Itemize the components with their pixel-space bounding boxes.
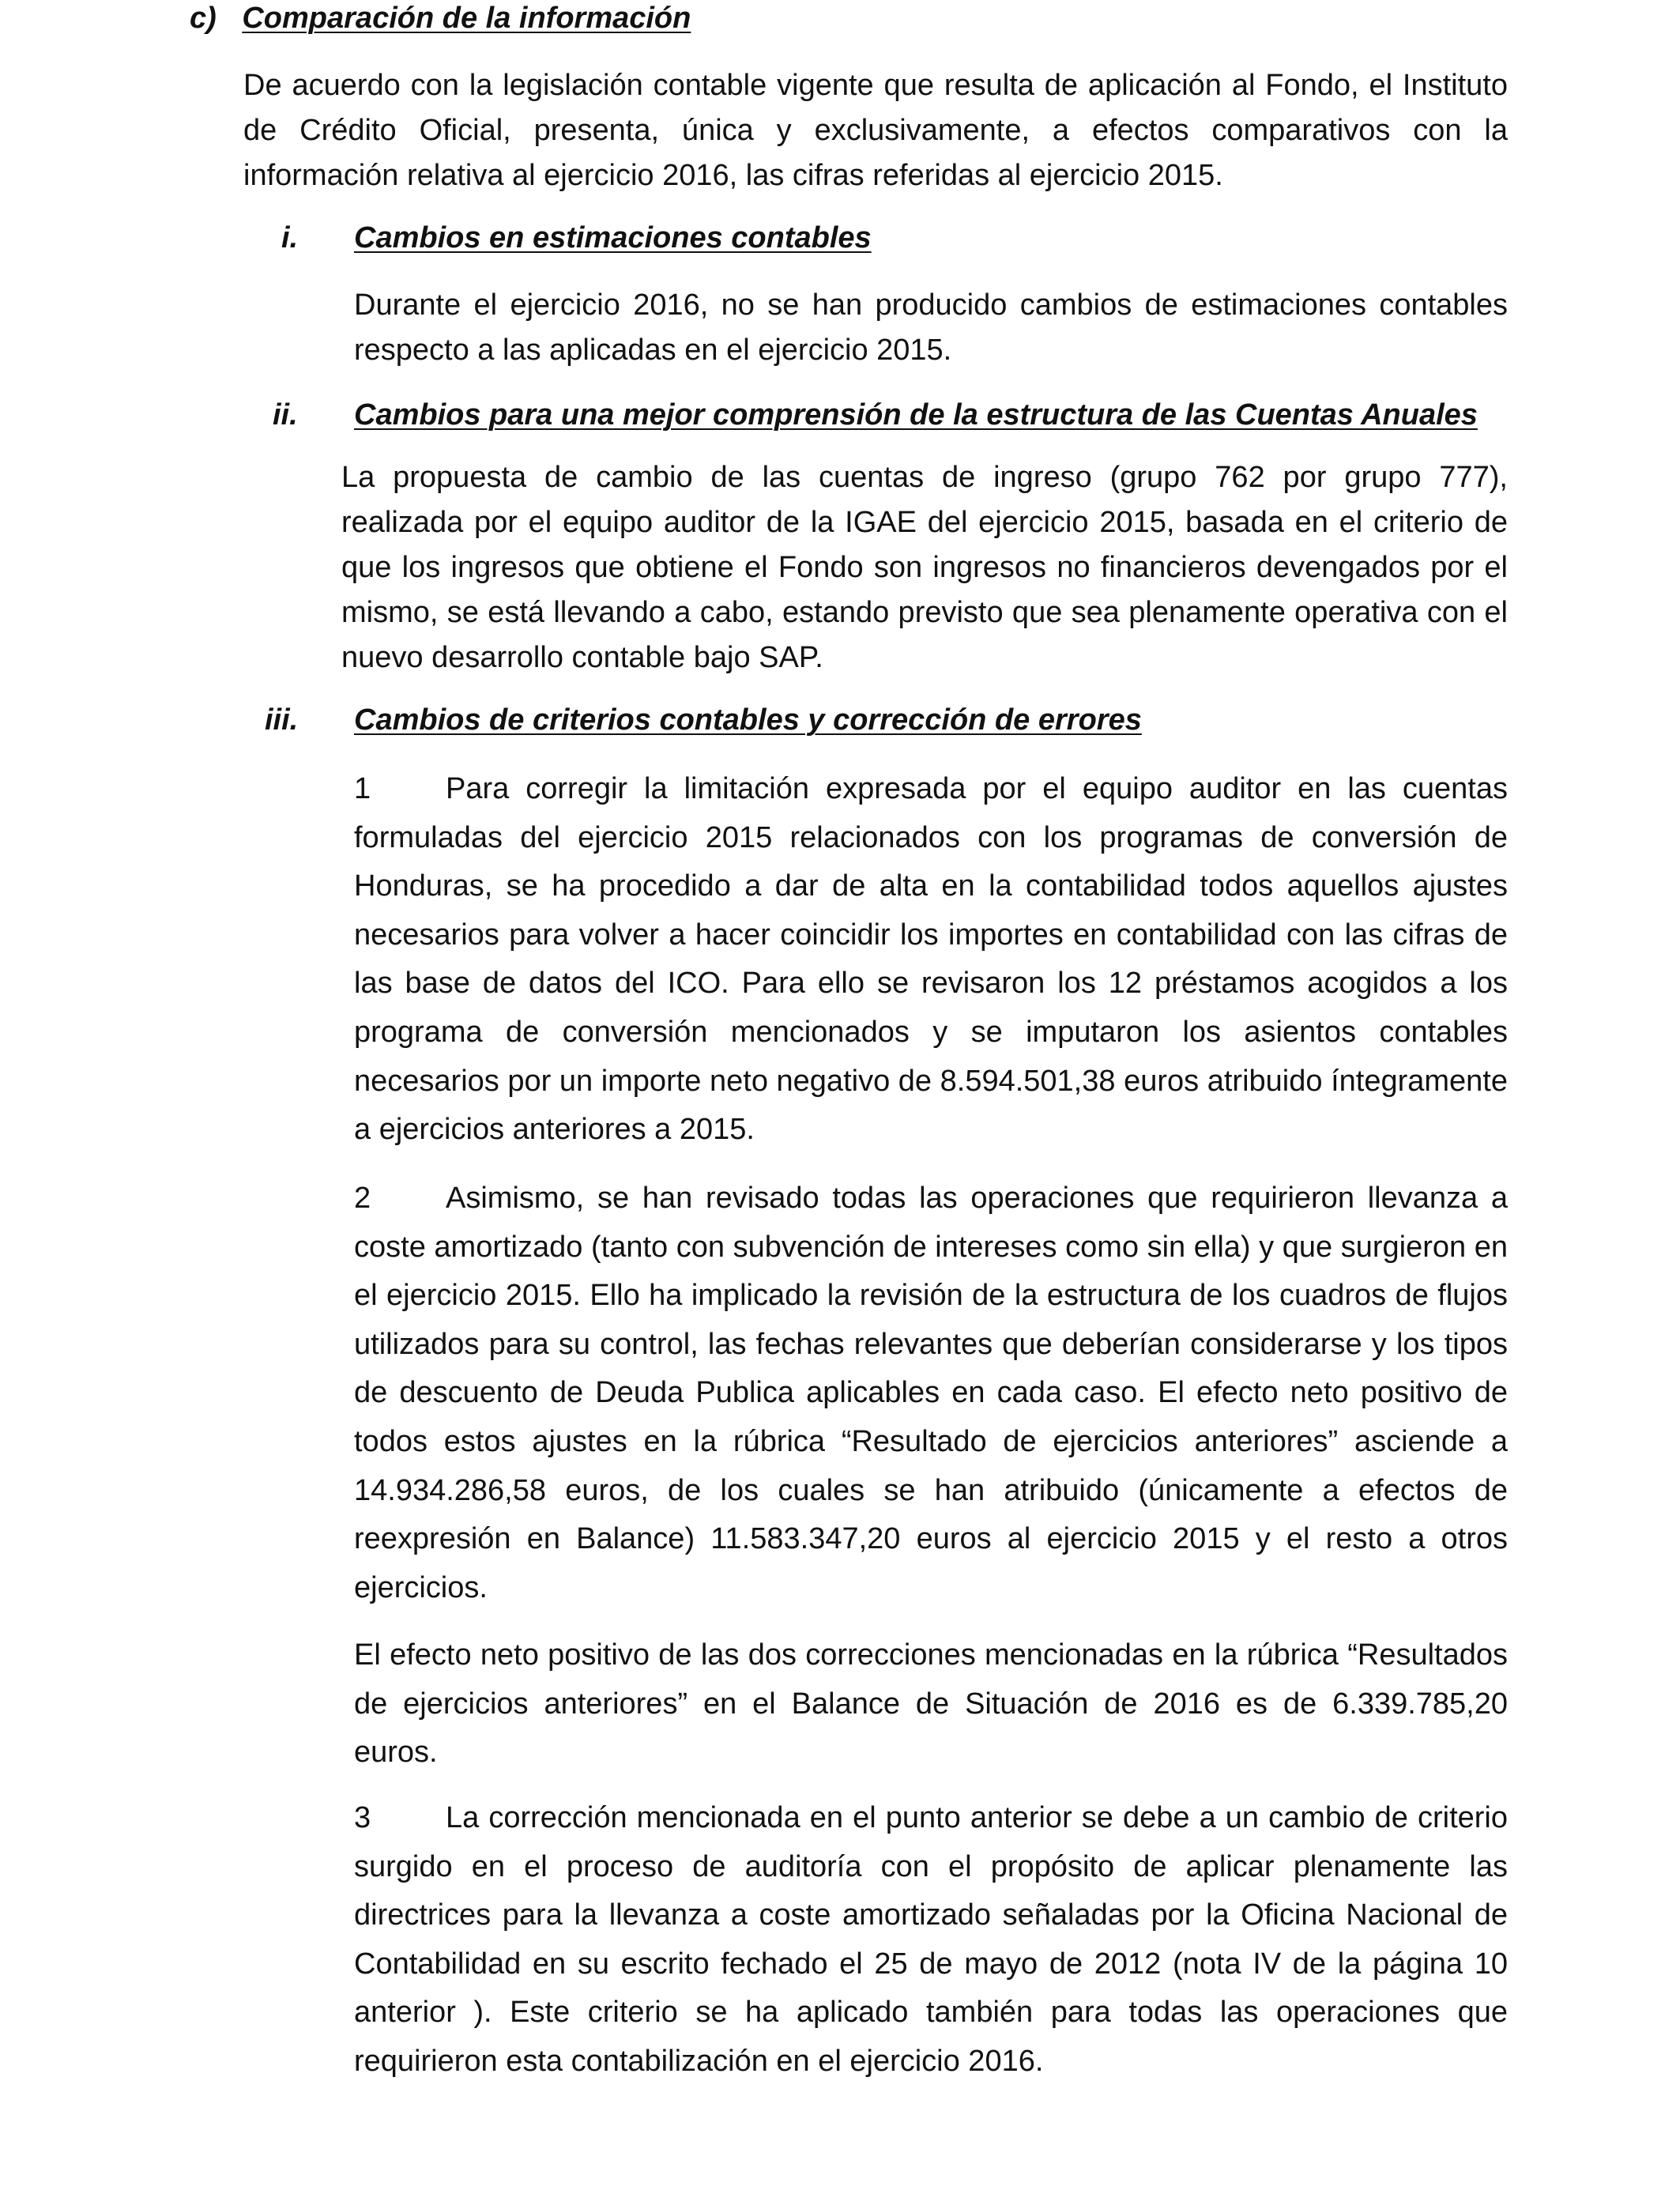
correction-item-2 xyxy=(354,1174,1508,1612)
item-number: 3 xyxy=(354,1801,371,1834)
sub-iii-marker: iii. xyxy=(265,703,299,737)
item-text: Para corregir la limitación expresada por el equipo auditor en las cuentas formuladas del ejercicio 2015 relacionados con los programas de conversión de Honduras, se ha procedido a dar de alta en la contabilidad todos aquellos ajustes necesarios para volver a hacer coincidir los importes en contabilidad con las cifras de las base de datos del ICO. Para ello se revisaron los 12 préstamos acogidos a los programa de conversión mencionados y se imputaron los asientos contables necesarios por un importe neto negativo de 8.594.501,38 euros atribuido íntegramente a ejercicios anteriores a 2015. xyxy=(354,772,1508,1147)
correction-item-3 xyxy=(354,1794,1508,2087)
sub-i-marker: i. xyxy=(281,221,299,254)
correction-item-1 xyxy=(354,765,1508,1155)
item-text: Asimismo, se han revisado todas las operaciones que requirieron llevanza a coste amortizado (tanto con subvención de intereses como sin ella) y que surgieron en el ejercicio 2015. Ello ha implicado la revisión de la estructura de los cuadros de flujos utilizados para su control, las fechas relevantes que deberían considerarse y los tipos de descuento de Deuda Publica aplicables en cada caso. El efecto neto positivo de todos estos ajustes en la rúbrica “Resultado de ejercicios anteriores” asciende a 14.934.286,58 euros, de los cuales se han atribuido (únicamente a efectos de reexpresión en Balance) 11.583.347,20 euros al ejercicio 2015 y el resto a otros ejercicios. xyxy=(354,1182,1508,1604)
sub-iii-title: Cambios de criterios contables y corrección de errores xyxy=(354,703,1142,737)
sub-i-body: Durante el ejercicio 2016, no se han producido cambios de estimaciones contables respecto a las aplicadas en el ejercicio 2015. xyxy=(354,288,1508,367)
section-c-body: De acuerdo con la legislación contable vigente que resulta de aplicación al Fondo, el Instituto de Crédito Oficial, presenta, única y exclusivamente, a efectos comparativos con la información relativa al ejercicio 2016, las cifras referidas al ejercicio 2015. xyxy=(243,69,1508,192)
item-text: La corrección mencionada en el punto anterior se debe a un cambio de criterio surgido en el proceso de auditoría con el propósito de aplicar plenamente las directrices para la llevanza a coste amortizado señaladas por la Oficina Nacional de Contabilidad en su escrito fechado el 25 de mayo de 2012 (nota IV de la página 10 anterior ). Este criterio se ha aplicado también para todas las operaciones que requirieron esta contabilización en el ejercicio 2016. xyxy=(354,1801,1508,2078)
sub-ii-marker: ii. xyxy=(273,398,298,432)
section-c-title: Comparación de la información xyxy=(242,2,691,35)
sub-ii-body: La propuesta de cambio de las cuentas de ingreso (grupo 762 por grupo 777), realizada por el equipo auditor de la IGAE del ejercicio 2015, basada en el criterio de que los ingresos que obtiene el Fondo son ingresos no financieros devengados por el mismo, se está llevando a cabo, estando previsto que sea plenamente operativa con el nuevo desarrollo contable bajo SAP. xyxy=(341,461,1508,674)
sub-ii-title: Cambios para una mejor comprensión de la estructura de las Cuentas Anuales xyxy=(354,398,1478,432)
sub-i-title: Cambios en estimaciones contables xyxy=(354,221,872,254)
item-number: 1 xyxy=(354,772,371,805)
correction-summary xyxy=(354,1631,1508,1777)
item-text: El efecto neto positivo de las dos correcciones mencionadas en la rúbrica “Resultados de ejercicios anteriores” en el Balance de Situación de 2016 es de 6.339.785,20 euros. xyxy=(354,1638,1508,1770)
section-c-marker: c) xyxy=(190,2,217,35)
section-c-heading xyxy=(190,0,691,36)
item-number: 2 xyxy=(354,1182,371,1215)
